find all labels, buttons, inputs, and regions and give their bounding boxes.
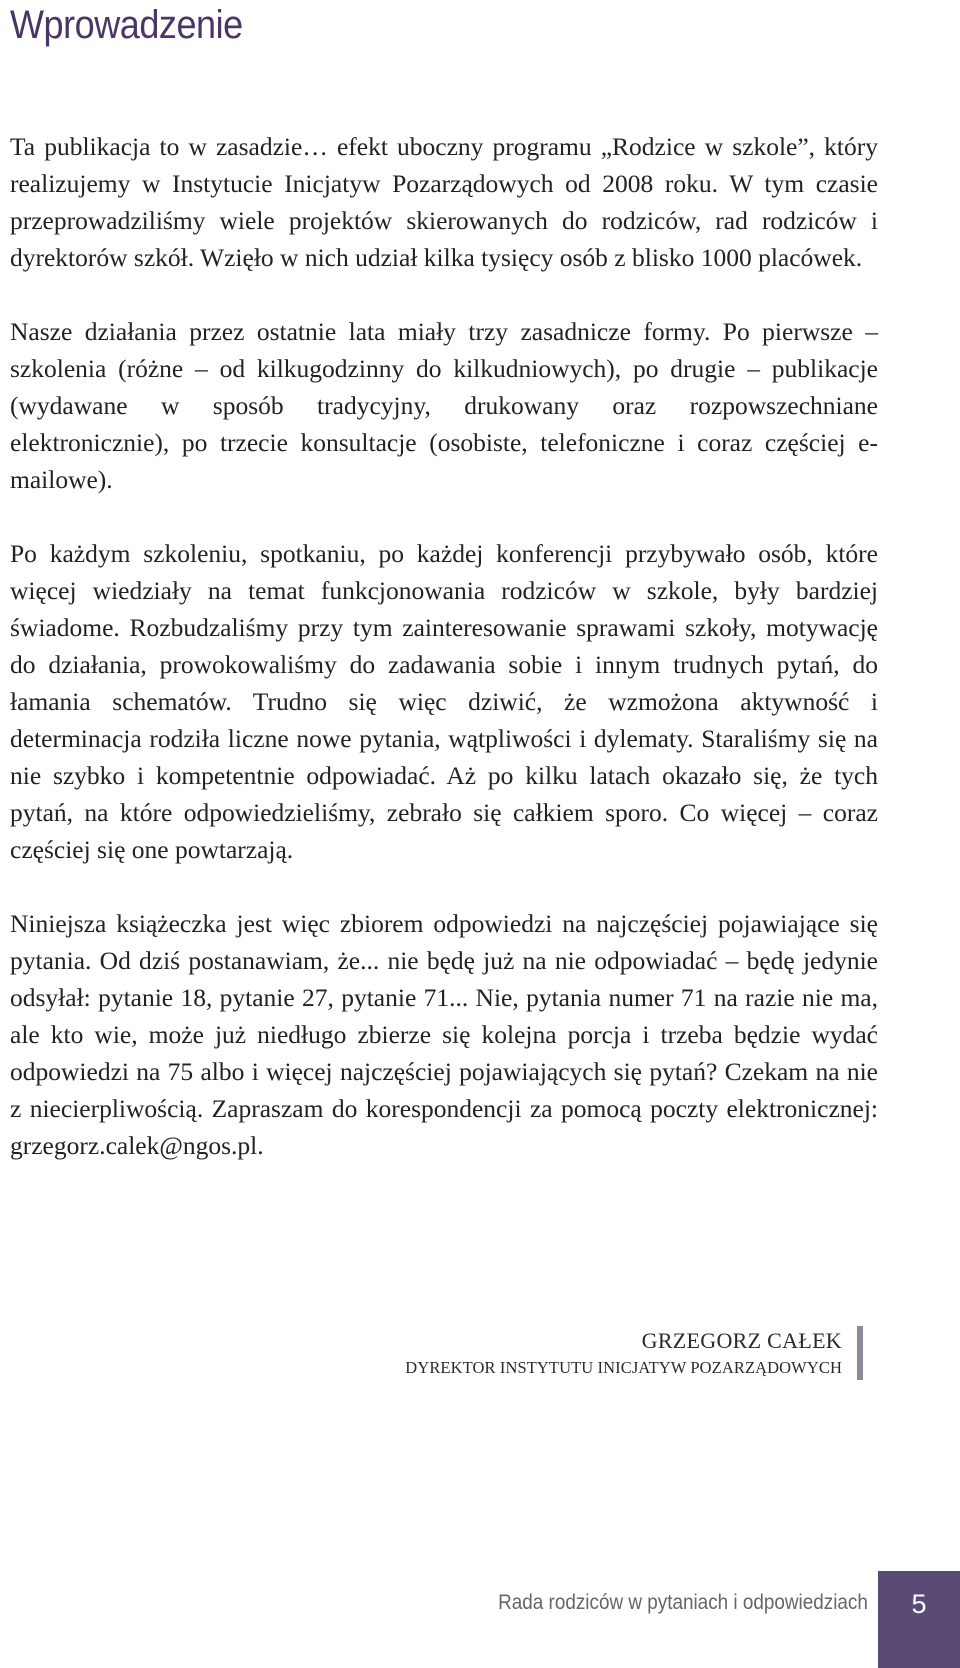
paragraph-2: Nasze działania przez ostatnie lata miały trzy zasadnicze formy. Po pierwsze – szkolenia (różne – od kilkugodzinny do kilkudniowych), po drugie – publikacje (wydawane w sposób tradycyjny, drukowany oraz rozpowszechniane elektronicznie), po trzecie konsultacje (osobiste, telefoniczne i coraz częściej e-mailowe). — [10, 317, 878, 494]
page-number: 5 — [911, 1589, 927, 1619]
signature-name: GRZEGORZ CAŁEK — [641, 1328, 842, 1353]
footer-publication-title: Rada rodziców w pytaniach i odpowiedziach — [498, 1591, 868, 1614]
signature-block — [405, 1326, 863, 1380]
paragraph-4: Niniejsza książeczka jest więc zbiorem odpowiedzi na najczęściej pojawiające się pytania. Od dziś postanawiam, że... nie będę już na nie odpowiadać – będę jedynie odsyłał: pytanie 18, pytanie 27, pytanie 71... Nie, pytania numer 71 na razie nie ma, ale kto wie, może już niedługo zbierze się kolejna porcja i trzeba będzie wydać odpowiedzi na 75 albo i więcej najczęściej pojawiających się pytań? Czekam na nie z niecierpliwością. Zapraszam do korespondencji za pomocą poczty elektronicznej: grzegorz.calek@ngos.pl. — [10, 909, 878, 1160]
paragraph-3: Po każdym szkoleniu, spotkaniu, po każdej konferencji przybywało osób, które więcej wiedziały na temat funkcjonowania rodziców w szkole, były bardziej świadome. Rozbudzaliśmy przy tym zainteresowanie sprawami szkoły, motywację do działania, prowokowaliśmy do zadawania sobie i innym trudnych pytań, do łamania schematów. Trudno się więc dziwić, że wzmożona aktywność i determinacja rodziła liczne nowe pytania, wątpliwości i dylematy. Staraliśmy się na nie szybko i kompetentnie odpowiadać. Aż po kilku latach okazało się, że tych pytań, na które odpowiedzieliśmy, zebrało się całkiem sporo. Co więcej – coraz częściej się one powtarzają. — [10, 539, 878, 864]
page-title: Wprowadzenie — [10, 3, 243, 47]
page-number-box — [878, 1571, 960, 1668]
paragraph-1: Ta publikacja to w zasadzie… efekt uboczny programu „Rodzice w szkole”, który realizujemy w Instytucie Inicjatyw Pozarządowych od 2008 roku. W tym czasie przeprowadziliśmy wiele projektów skierowanych do rodziców, rad rodziców i dyrektorów szkół. Wzięło w nich udział kilka tysięcy osób z blisko 1000 placówek. — [10, 132, 878, 272]
signature-role: DYREKTOR INSTYTUTU INICJATYW POZARZĄDOWYCH — [405, 1358, 842, 1377]
body-text — [10, 128, 878, 1201]
